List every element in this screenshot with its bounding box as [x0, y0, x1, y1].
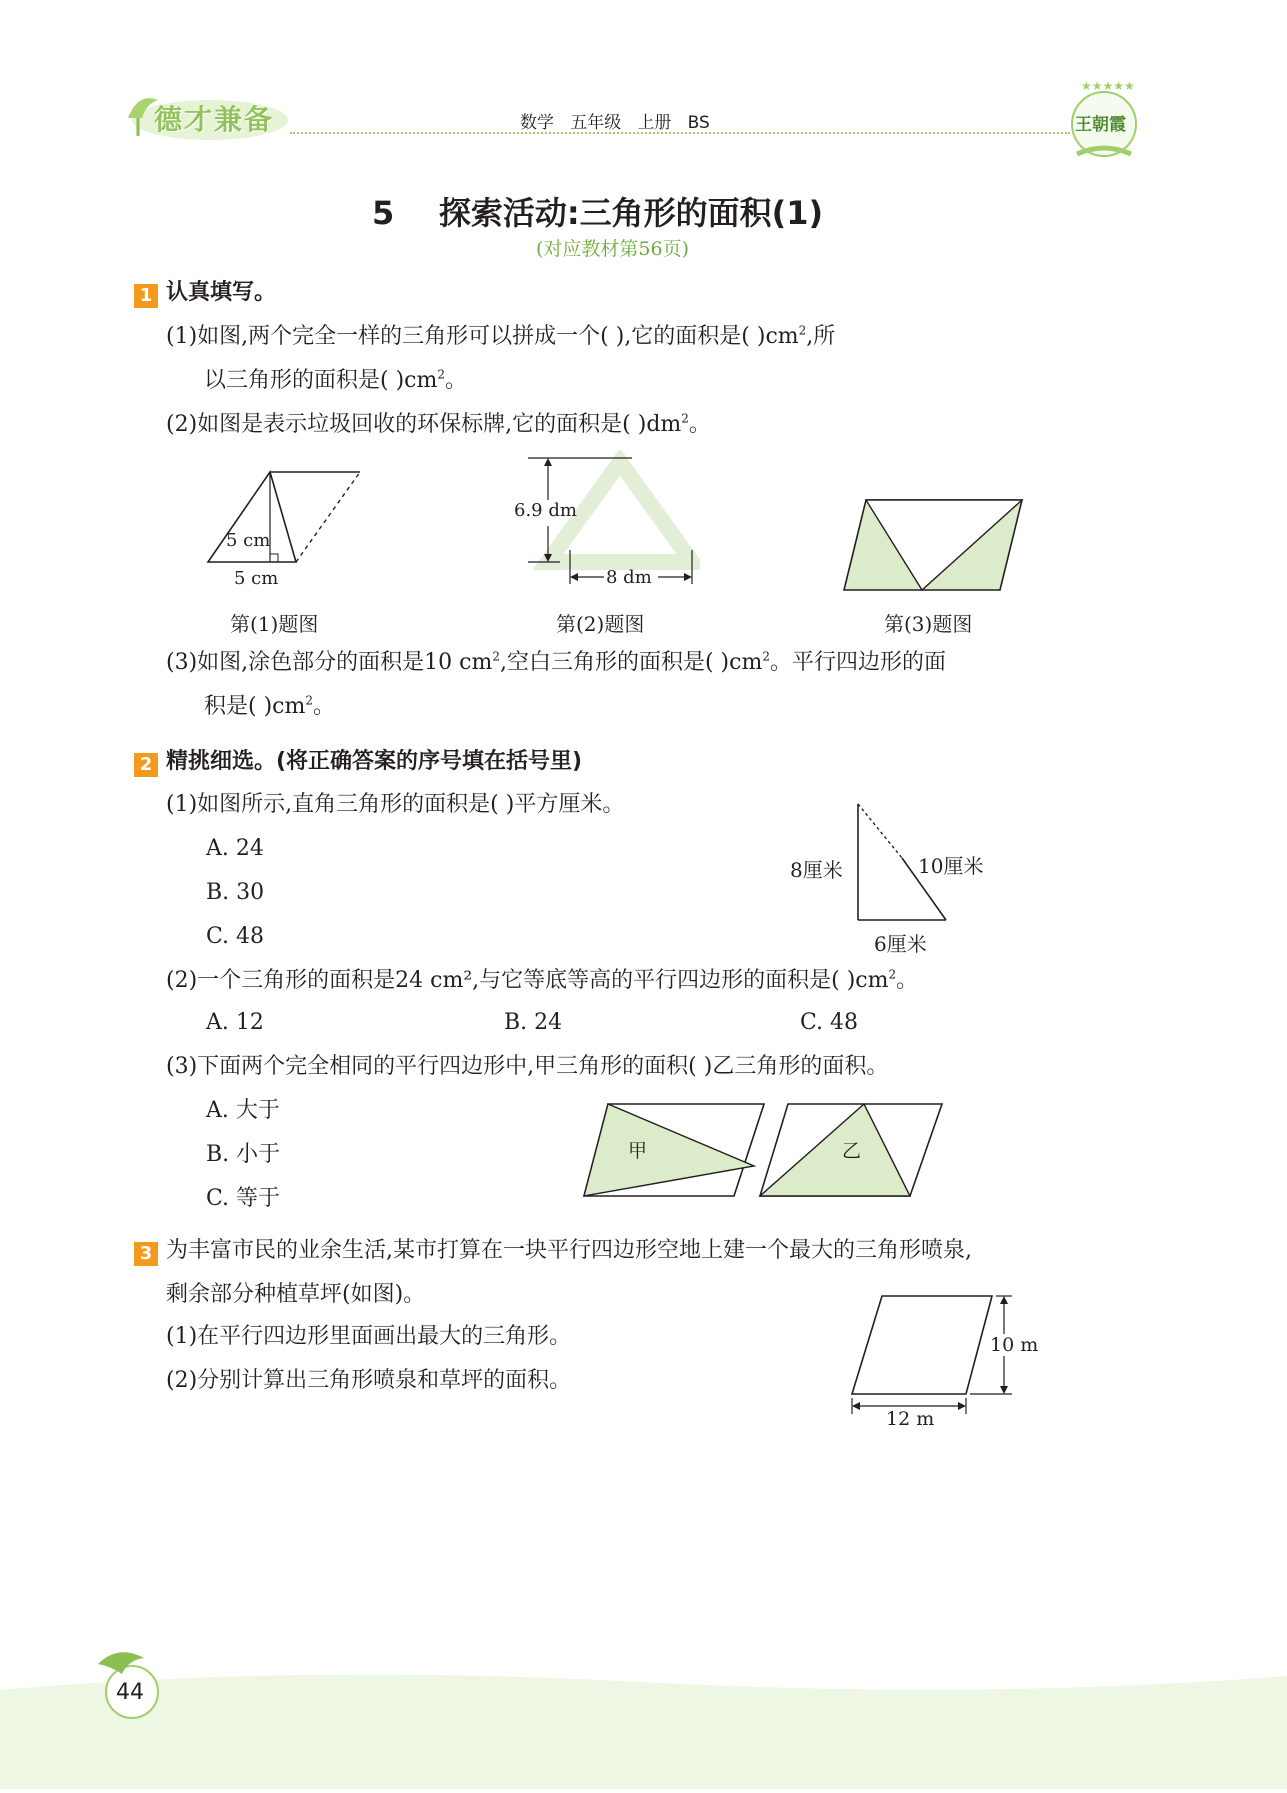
- triangle-jia: [584, 1104, 754, 1196]
- hyp-dashed: [858, 804, 902, 858]
- arrowhead: [1000, 1386, 1008, 1394]
- q2-number: 2: [134, 753, 158, 777]
- header-info: [520, 108, 710, 133]
- q1-p3-line2-text: 积是( )cm: [204, 694, 306, 719]
- q2-p3-option-b: B. 小于: [206, 1142, 281, 1167]
- sup: 2: [798, 323, 807, 338]
- q1-p2-text: (2)如图是表示垃圾回收的环保标牌,它的面积是( )dm: [166, 412, 682, 437]
- arrowhead: [852, 1402, 860, 1410]
- arrowhead: [1000, 1296, 1008, 1304]
- page-number: 44: [116, 1680, 144, 1705]
- q2-p1-option-c: C. 48: [206, 924, 265, 949]
- q1-p1-text: (1)如图,两个完全一样的三角形可以拼成一个( ),它的面积是( )cm: [166, 324, 799, 349]
- q1-figure3: [836, 494, 1026, 594]
- fig2-base-label: 8 dm: [606, 567, 652, 588]
- q1-p1-tail: ,所: [806, 324, 836, 349]
- q2-fig-hyp-label: 10厘米: [918, 854, 984, 878]
- sup: 2: [492, 649, 500, 664]
- q2-p2-option-b: B. 24: [504, 1010, 563, 1035]
- svg-text:★★★★★: ★★★★★: [1081, 79, 1135, 93]
- header-edition: BS: [687, 113, 710, 133]
- fig2-caption: 第(2)题图: [556, 612, 645, 636]
- fig1-base-label: 5 cm: [234, 568, 279, 589]
- q1-p3-mid: ,空白三角形的面积是( )cm: [499, 650, 763, 675]
- q2-p3: (3)下面两个完全相同的平行四边形中,甲三角形的面积( )乙三角形的面积。: [166, 1054, 889, 1079]
- q2-p1-option-a: A. 24: [206, 836, 264, 861]
- fig2-height-label: 6.9 dm: [514, 500, 577, 521]
- title-text: 探索活动:三角形的面积(1): [438, 194, 824, 232]
- q1-p2: [166, 410, 711, 440]
- q2-heading: [134, 748, 582, 777]
- header-grade: 五年级: [570, 113, 622, 133]
- title-number: 5: [372, 194, 395, 232]
- q1-p3-text: (3)如图,涂色部分的面积是10 cm: [166, 650, 493, 675]
- badge-text: 王朝霞: [1075, 115, 1126, 135]
- q1-number: 1: [134, 284, 158, 308]
- fig1-height-label: 5 cm: [226, 530, 271, 551]
- dashed-edge: [296, 472, 360, 562]
- q2-p1-option-b: B. 30: [206, 880, 265, 905]
- arrowhead: [570, 573, 578, 581]
- q1-p1-line2-tail: 。: [444, 368, 467, 393]
- q3-line1: [134, 1236, 972, 1266]
- triangle-yi: [760, 1104, 910, 1196]
- header-volume: 上册: [637, 113, 672, 133]
- q2-p3-option-c: C. 等于: [206, 1186, 281, 1211]
- arrowhead: [684, 573, 692, 581]
- q3-height-label: 10 m: [990, 1334, 1039, 1356]
- page-subtitle: (对应教材第56页): [536, 238, 690, 260]
- sup: 2: [437, 367, 445, 382]
- q1-p1-line2: [204, 366, 467, 396]
- right-angle-mark: [270, 554, 278, 562]
- q2-head: 精挑细选。(将正确答案的序号填在括号里): [166, 749, 583, 774]
- q1-p3-line2-tail: 。: [312, 694, 335, 719]
- arrowhead: [958, 1402, 966, 1410]
- q1-p2-tail: 。: [688, 412, 711, 437]
- q1-p3-line2: [204, 692, 335, 722]
- arrowhead: [544, 458, 552, 466]
- label-yi: 乙: [842, 1140, 862, 1162]
- q3-p1: (1)在平行四边形里面画出最大的三角形。: [166, 1324, 572, 1349]
- q3-line2: 剩余部分种植草坪(如图)。: [166, 1282, 426, 1307]
- q2-p3-option-a: A. 大于: [206, 1098, 280, 1123]
- q3-p2: (2)分别计算出三角形喷泉和草坪的面积。: [166, 1368, 572, 1393]
- q2-p2: [166, 966, 918, 996]
- sup: 2: [888, 967, 897, 982]
- q3-base-label: 12 m: [886, 1408, 935, 1430]
- q1-p3-line1: [166, 648, 946, 678]
- q3-line1-text: 为丰富市民的业余生活,某市打算在一块平行四边形空地上建一个最大的三角形喷泉,: [166, 1238, 972, 1263]
- author-badge: [1065, 78, 1143, 166]
- q1-p1-line2-text: 以三角形的面积是( )cm: [204, 368, 438, 393]
- sup: 2: [762, 649, 770, 664]
- plot-parallelogram: [852, 1296, 992, 1394]
- fig3-caption: 第(3)题图: [884, 612, 973, 636]
- q2-fig-height-label: 8厘米: [790, 858, 843, 882]
- footer-page-badge: [88, 1644, 168, 1724]
- page-title: [372, 188, 823, 234]
- q1-head: 认真填写。: [166, 280, 277, 305]
- q2-p2-option-a: A. 12: [206, 1010, 264, 1035]
- footer-band: [0, 1660, 1287, 1789]
- q2-fig-base-label: 6厘米: [874, 932, 927, 956]
- sup: 2: [305, 693, 313, 708]
- brand-text: 德才兼备: [154, 103, 275, 136]
- q3-number: 3: [134, 1242, 158, 1266]
- q1-p3-tail: 。平行四边形的面: [769, 650, 946, 675]
- q2-p1: (1)如图所示,直角三角形的面积是( )平方厘米。: [166, 792, 625, 817]
- q2-p2-tail: 。: [896, 968, 919, 993]
- q1-figure1: [200, 460, 370, 570]
- q1-p1-line1: [166, 322, 835, 352]
- footer-wave: [0, 1660, 1287, 1789]
- q1-heading: [134, 279, 276, 308]
- label-jia: 甲: [628, 1140, 648, 1162]
- q2-p2-text: (2)一个三角形的面积是24 cm²,与它等底等高的平行四边形的面积是( )cm: [166, 968, 889, 993]
- brand-logo: [118, 88, 288, 144]
- sup: 2: [681, 411, 689, 426]
- header-subject: 数学: [520, 113, 554, 133]
- fig1-caption: 第(1)题图: [230, 612, 319, 636]
- q2-p2-option-c: C. 48: [800, 1010, 859, 1035]
